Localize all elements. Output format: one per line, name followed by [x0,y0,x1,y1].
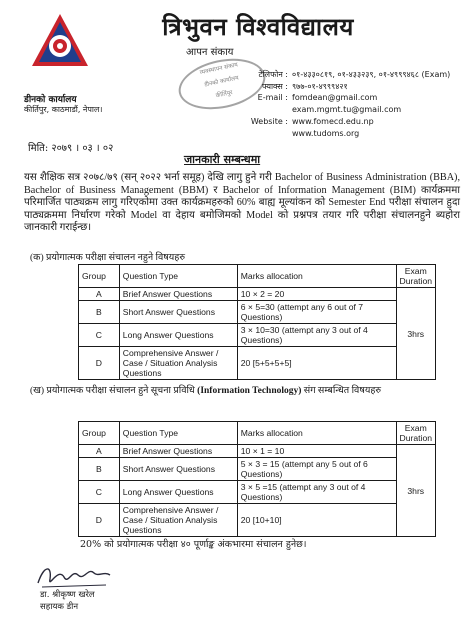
practical-exam-note: 20% को प्रयोगात्मक परीक्षा ४० पूर्णाङ्क अंकभारमा संचालन हुनेछ। [80,539,307,550]
header-marks: Marks allocation [237,422,396,445]
header-group: Group [79,422,120,445]
contact-website: Website : www.fomecd.edu.np [250,117,374,126]
handwritten-signature [34,559,114,593]
contact-email-exam: exam.mgmt.tu@gmail.com [292,105,402,114]
signatory-name: डा. श्रीकृष्ण खरेल [40,590,95,600]
header-group: Group [79,265,120,288]
office-stamp: व्यवस्थापन संकाय डीनको कार्यालय कीर्तिपुर [174,51,270,116]
section-b-table [78,421,436,537]
letter-body: यस शैक्षिक सत्र २०७८/७९ (सन् २०२२ भर्ना समूह) देखि लागु हुने गरी Bachelor of Business Administration (BBA), Bachelor of Business Management (BBM) र Bachelor of Information Management (BIM) कार्यक्रममा परिमार्जित पाठ्यक्रम लागु गरिएकोमा उक्त कार्यक्रमहरुको 60% बाह्य मूल्यांकन को Semester End परीक्षा संचालन हुदा पाठ्यक्रममा निर्धारण गरेको Model वा देहाय बमोजिमको Model को प्रश्नपत्र तयार गरि परीक्षा संचालनहुने ब्यहोरा जानकारी गराईन्छ। [24,172,460,234]
exam-duration: 3hrs [396,445,435,537]
table-row: A Brief Answer Questions 10 × 1 = 10 3hrs [79,445,436,458]
table-row: C Long Answer Questions 3 × 5 =15 (attempt any 3 out of 4 Questions) [79,481,436,504]
letter-subject: जानकारी सम्बन्धमा [184,153,261,166]
faculty-name: आपन संकाय [186,47,234,58]
header-duration: Exam Duration [396,265,435,288]
contact-email: E-mail : fomdean@gmail.com [257,93,378,102]
exam-duration: 3hrs [396,288,435,380]
table-row: B Short Answer Questions 6 × 5=30 (attempt any 6 out of 7 Questions) [79,301,436,324]
table-row: A Brief Answer Questions 10 × 2 = 20 3hrs [79,288,436,301]
university-name: त्रिभुवन विश्वविद्यालय [162,12,354,41]
header-question-type: Question Type [119,265,237,288]
contact-website-2: www.tudoms.org [292,129,360,138]
office-address: कीर्तिपुर, काठमाडौं, नेपाल। [24,105,103,114]
contact-phone: टेलिफोन : ०१-४३३०८१९, ०१-४३३२३९, ०१-४९९९४६८ (Exam) [258,70,451,79]
letter-date: मिति: २०७९ । ०३ । ०२ [28,143,114,154]
section-a-table [78,264,436,380]
contact-fax: फ्याक्स : ९७७-०१-४९९९४२१ [262,82,348,91]
table-row: B Short Answer Questions 5 × 3 = 15 (attempt any 5 out of 6 Questions) [79,458,436,481]
table-row: D Comprehensive Answer / Case / Situation Analysis Questions 20 [5+5+5+5] [79,347,436,380]
section-b-title: (ख) प्रयोगात्मक परीक्षा संचालन हुने सूचना प्रविधि (Information Technology) संग सम्बन्धित विषयहरु [30,386,382,396]
table-header-row [79,422,436,445]
university-logo [30,12,90,70]
signatory-role: सहायक डीन [40,602,79,612]
header-duration: Exam Duration [396,422,435,445]
section-a-title: (क) प्रयोगात्मक परीक्षा संचालन नहुने विषयहरु [30,253,186,263]
table-header-row [79,265,436,288]
table-row: C Long Answer Questions 3 × 10=30 (attempt any 3 out of 4 Questions) [79,324,436,347]
office-name: डीनको कार्यालय [24,95,77,105]
header-question-type: Question Type [119,422,237,445]
table-row: D Comprehensive Answer / Case / Situation Analysis Questions 20 [10+10] [79,504,436,537]
header-marks: Marks allocation [237,265,396,288]
